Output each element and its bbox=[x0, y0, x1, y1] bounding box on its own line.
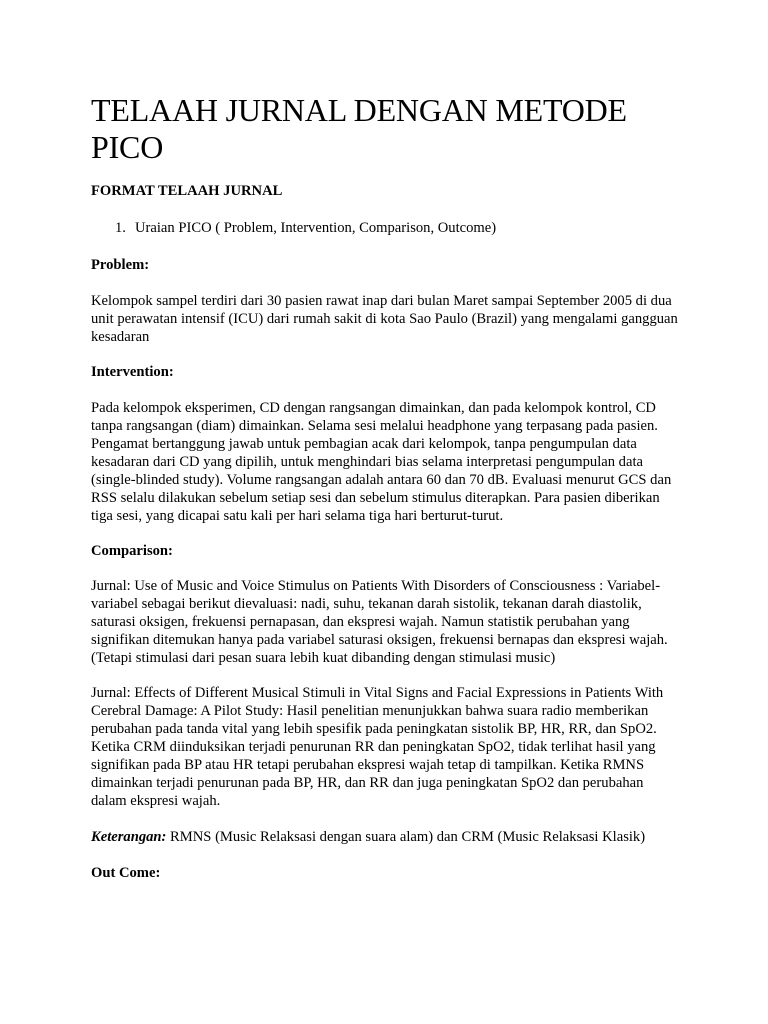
comparison-paragraph-2: Jurnal: Effects of Different Musical Stimuli in Vital Signs and Facial Expressions in Patients With Cerebral Damage: A Pilot Study: Hasil penelitian menunjukkan bahwa suara radio memberikan perubahan pada tanda vital yang lebih spesifik pada peningkatan sistolik BP, HR, RR, dan SpO2. Ketika CRM diinduksikan terjadi penurunan RR dan peningkatan SpO2, tidak terlihat hasil yang signifikan pada BP atau HR tetapi perubahan ekspresi wajah tetap di tampilkan. Ketika RMNS dimainkan terjadi penurunan pada BP, HR, dan RR dan juga peningkatan SpO2 dan perubahan dalam ekspresi wajah. bbox=[91, 685, 664, 809]
intervention-heading: Intervention: bbox=[91, 364, 174, 380]
intervention-paragraph: Pada kelompok eksperimen, CD dengan rangsangan dimainkan, dan pada kelompok kontrol, CD tanpa rangsangan (diam) dimainkan. Selama sesi melalui headphone yang terpasang pada pasien. Pengamat bertanggung jawab untuk pembagian acak dari kelompok, tanpa pengumpulan data kesadaran dari CD yang dipilih, untuk menghindari bias selama interpretasi pengumpulan data (single-blinded study). Volume rangsangan adalah antara 60 dan 70 dB. Evaluasi menurut GCS dan RSS selalu dilakukan sebelum setiap sesi dan sebelum stimulus diterapkan. Para pasien diberikan tiga sesi, yang dicapai satu kali per hari selama tiga hari berturut-turut. bbox=[91, 400, 672, 524]
problem-heading: Problem: bbox=[91, 257, 150, 273]
comparison-heading: Comparison: bbox=[91, 543, 173, 559]
outcome-heading: Out Come: bbox=[91, 865, 161, 881]
list-item-text: Uraian PICO ( Problem, Intervention, Comparison, Outcome) bbox=[135, 220, 497, 236]
comparison-paragraph-1: Jurnal: Use of Music and Voice Stimulus on Patients With Disorders of Consciousness : Variabel-variabel sebagai berikut dievaluasi: nadi, suhu, tekanan darah sistolik, tekanan darah diastolik, saturasi oksigen, frekuensi pernapasan, dan ekspresi wajah. Namun statistik perubahan yang signifikan ditemukan hanya pada variabel saturasi oksigen, frekuensi bernapas dan ekspresi wajah. (Tetapi stimulasi dari pesan suara lebih kuat dibanding dengan stimulasi music) bbox=[91, 578, 668, 666]
pico-list bbox=[91, 219, 496, 237]
format-heading: FORMAT TELAAH JURNAL bbox=[91, 183, 283, 199]
note-label: Keterangan: bbox=[91, 829, 167, 845]
problem-paragraph: Kelompok sampel terdiri dari 30 pasien rawat inap dari bulan Maret sampai September 2005 di dua unit perawatan intensif (ICU) dari rumah sakit di kota Sao Paulo (Brazil) yang mengalami gangguan kesadaran bbox=[91, 293, 678, 345]
comparison-note bbox=[91, 828, 681, 846]
list-item bbox=[91, 219, 496, 237]
list-item-number: 1. bbox=[115, 220, 126, 236]
note-text: RMNS (Music Relaksasi dengan suara alam) dan CRM (Music Relaksasi Klasik) bbox=[166, 829, 646, 845]
document-title: TELAAH JURNAL DENGAN METODE PICO bbox=[91, 92, 627, 165]
